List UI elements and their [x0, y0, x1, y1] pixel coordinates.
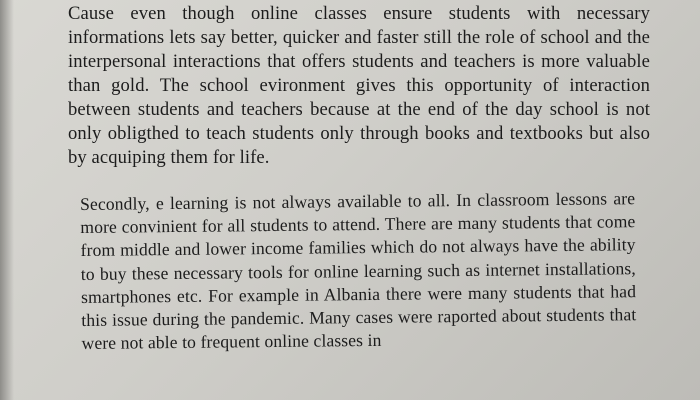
paragraph-2: Secondly, e learning is not always available to all. In classroom lessons are more convinient for all students to attend. There are many students that come from middle and lower income families which do not always have the ability to buy these necessary tools for online learning such as internet installations, smartphones etc. For example in Albania there were many students that had this issue during the pandemic. Many cases were raported about students that were not able to frequent online classes in	[80, 188, 637, 354]
paragraph-1: Cause even though online classes ensure students with necessary informations lets say better, quicker and faster still the role of school and the interpersonal interactions that offers students and teachers is more valuable than gold. The school evironment gives this opportunity of interaction between students and teachers because at the end of the day school is not only obligthed to teach students only through books and textbooks but also by acquiping them for life.	[68, 3, 650, 168]
page-edge-shadow	[0, 0, 14, 400]
